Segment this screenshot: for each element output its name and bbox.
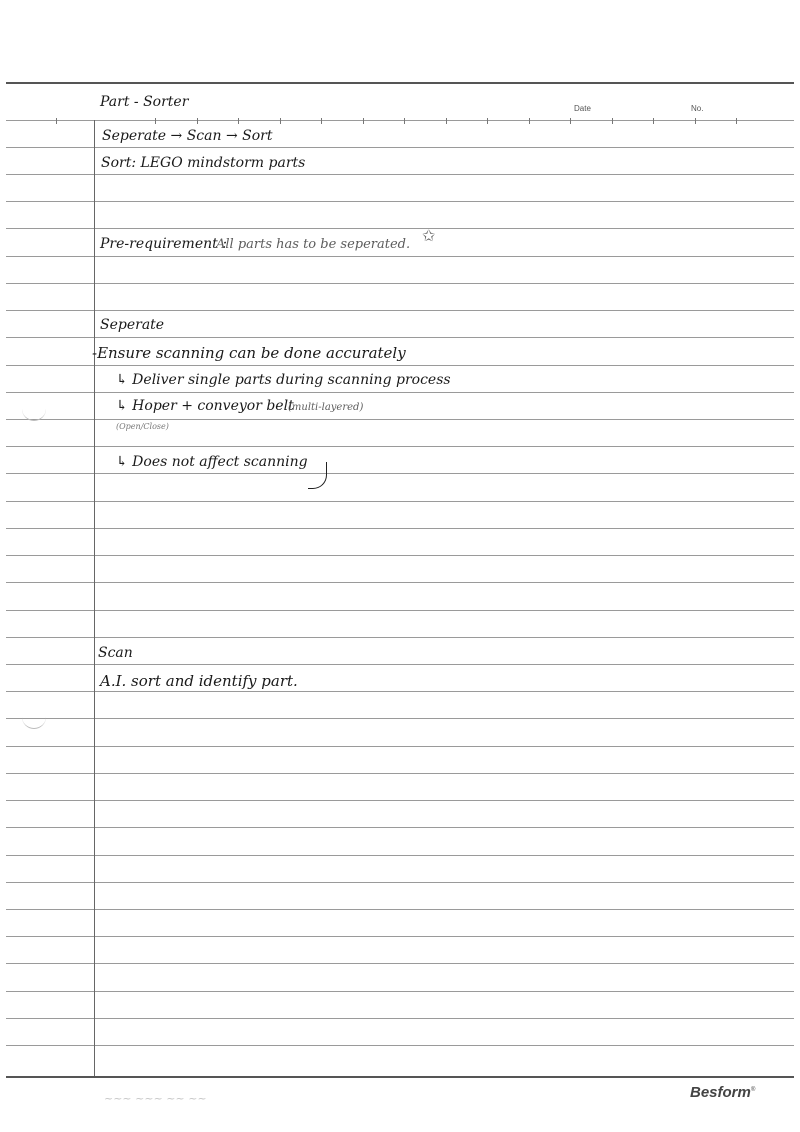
ruled-line [6, 174, 794, 175]
bullet-no-effect: ↳ Does not affect scanning [116, 454, 308, 470]
ruled-line [6, 365, 794, 366]
rule-tick [736, 118, 737, 124]
brand-logo [690, 1084, 755, 1101]
prerequirement-text: All parts has to be seperated. [216, 237, 411, 252]
bullet-deliver-parts: ↳ Deliver single parts during scanning process [116, 372, 451, 388]
ruled-line [6, 827, 794, 828]
ruled-line [6, 392, 794, 393]
rule-tick [197, 118, 198, 124]
ruled-line [6, 855, 794, 856]
ruled-line [6, 201, 794, 202]
separate-heading: Seperate [100, 317, 165, 333]
scan-heading: Scan [98, 645, 133, 661]
ruled-line [6, 746, 794, 747]
ruled-line [6, 991, 794, 992]
ruled-line [6, 936, 794, 937]
ruled-line [6, 800, 794, 801]
ruled-line [6, 909, 794, 910]
rule-tick [155, 118, 156, 124]
ruled-line [6, 963, 794, 964]
rule-tick [653, 118, 654, 124]
pen-curl [308, 462, 327, 489]
ruled-line [6, 419, 794, 420]
punch-hole [22, 716, 46, 729]
ruled-line [6, 664, 794, 665]
page-title: Part - Sorter [100, 94, 189, 110]
number-label: No. [691, 104, 704, 113]
bullet-hoper-conveyor: ↳ Hoper + conveyor belt [116, 398, 294, 414]
ruled-line [6, 691, 794, 692]
bottom-rule [6, 1076, 794, 1078]
rule-tick [404, 118, 405, 124]
rule-tick [529, 118, 530, 124]
ruled-line [6, 528, 794, 529]
rule-tick [446, 118, 447, 124]
rule-tick [695, 118, 696, 124]
rule-tick [56, 118, 57, 124]
ruled-line [6, 555, 794, 556]
ruled-line [6, 446, 794, 447]
brand-mark: ® [750, 1087, 756, 1093]
ruled-line [6, 501, 794, 502]
faint-scrawl: ~~~ ~~~ ~~ ~~ [104, 1092, 207, 1105]
flow-line: Seperate → Scan → Sort [102, 128, 273, 144]
top-rule [6, 82, 794, 84]
ruled-line [6, 120, 794, 121]
ruled-line [6, 337, 794, 338]
ruled-line [6, 147, 794, 148]
ruled-line [6, 610, 794, 611]
ruled-line [6, 1018, 794, 1019]
rule-tick [612, 118, 613, 124]
rule-tick [321, 118, 322, 124]
ruled-line [6, 718, 794, 719]
rule-tick [487, 118, 488, 124]
ruled-line [6, 1045, 794, 1046]
ruled-line [6, 473, 794, 474]
bullet-ensure-scanning: -Ensure scanning can be done accurately [92, 344, 406, 362]
prerequirement-label: Pre-requirement : [100, 236, 227, 252]
rule-tick [363, 118, 364, 124]
ruled-line [6, 637, 794, 638]
ruled-line [6, 310, 794, 311]
rule-tick [238, 118, 239, 124]
ruled-line [6, 582, 794, 583]
ruled-line [6, 773, 794, 774]
brand-name: Besform [690, 1084, 751, 1101]
rule-tick [280, 118, 281, 124]
ruled-line [6, 882, 794, 883]
ruled-line [6, 228, 794, 229]
bullet-hoper-note: (multi-layered) [288, 402, 364, 413]
rule-tick [570, 118, 571, 124]
ruled-line [6, 256, 794, 257]
star-doodle-icon: ✩ [422, 226, 436, 245]
bullet-hoper-sub: (Open/Close) [116, 422, 169, 431]
scan-line: A.I. sort and identify part. [100, 672, 298, 690]
date-label: Date [574, 104, 591, 113]
ruled-line [6, 283, 794, 284]
sort-line: Sort: LEGO mindstorm parts [101, 155, 306, 171]
margin-line [94, 120, 95, 1076]
